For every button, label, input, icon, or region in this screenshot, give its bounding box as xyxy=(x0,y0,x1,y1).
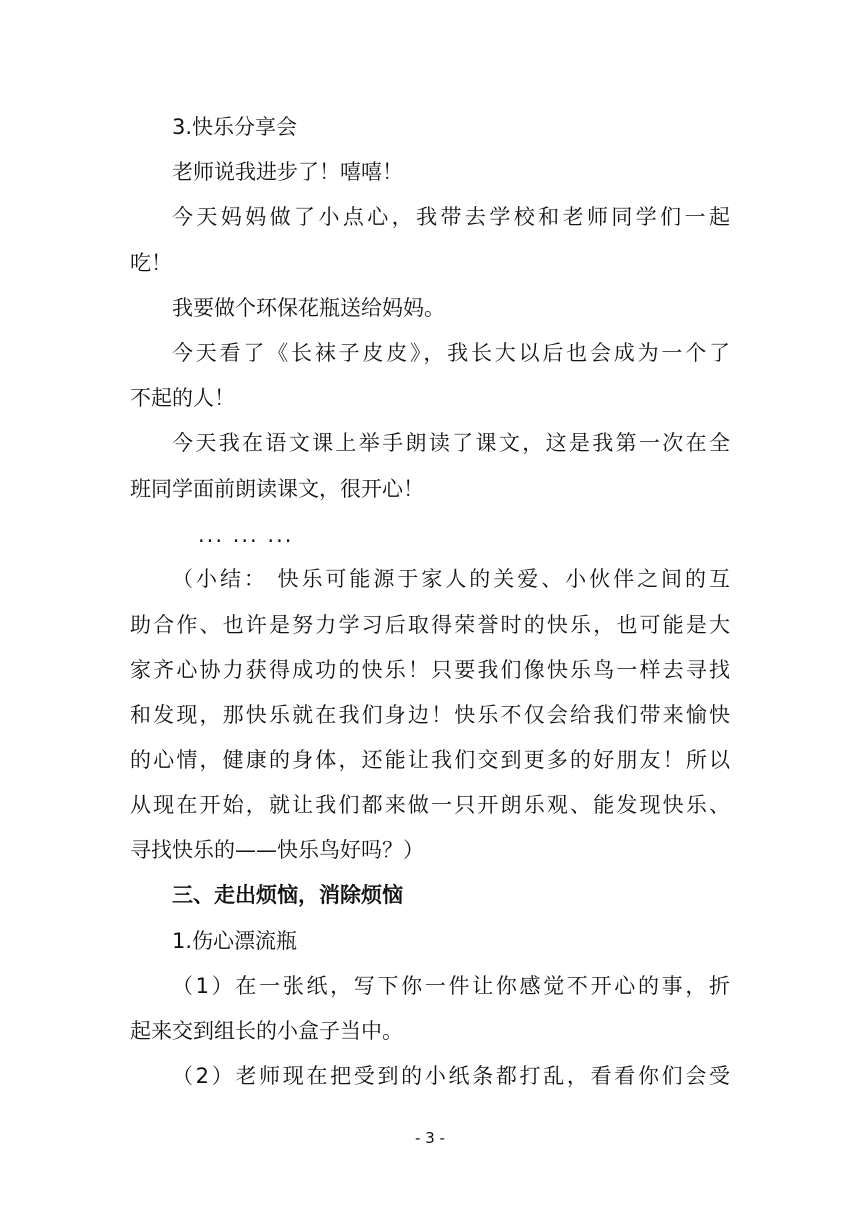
summary-line: 从现在开始，就让我们都来做一只开朗乐观、能发现快乐、 xyxy=(130,793,730,817)
summary-line: 家齐心协力获得成功的快乐！只要我们像快乐鸟一样去寻找 xyxy=(130,658,730,682)
paragraph-line: 不起的人！ xyxy=(130,386,235,410)
paragraph-line: 今天妈妈做了小点心，我带去学校和老师同学们一起 xyxy=(172,205,730,229)
paragraph-line: 今天我在语文课上举手朗读了课文，这是我第一次在全 xyxy=(172,431,730,455)
summary-line: 寻找快乐的——快乐鸟好吗？） xyxy=(130,838,424,862)
paragraph-line: （2）老师现在把受到的小纸条都打乱，看看你们会受 xyxy=(172,1064,730,1088)
paragraph-line: 起来交到组长的小盒子当中。 xyxy=(130,1019,403,1043)
sub-heading: 1.伤心漂流瓶 xyxy=(172,929,298,953)
paragraph-line: 老师说我进步了！嘻嘻！ xyxy=(172,160,403,184)
page-number: - 3 - xyxy=(415,1129,445,1147)
summary-line: 的心情，健康的身体，还能让我们交到更多的好朋友！所以 xyxy=(130,748,730,772)
paragraph-line: 我要做个环保花瓶送给妈妈。 xyxy=(172,296,445,320)
section-heading: 三、走出烦恼，消除烦恼 xyxy=(172,883,403,907)
summary-line: （小结： 快乐可能源于家人的关爱、小伙伴之间的互 xyxy=(172,567,730,591)
summary-line: 助合作、也许是努力学习后取得荣誉时的快乐，也可能是大 xyxy=(130,613,730,637)
paragraph-line: 班同学面前朗读课文，很开心！ xyxy=(130,477,424,501)
summary-line: 和发现，那快乐就在我们身边！快乐不仅会给我们带来愉快 xyxy=(130,703,730,727)
paragraph-line: （1）在一张纸，写下你一件让你感觉不开心的事，折 xyxy=(172,974,730,998)
paragraph-line: 吃！ xyxy=(130,251,172,275)
ellipsis-line: ... ... ... xyxy=(198,523,294,547)
section-heading: 3.快乐分享会 xyxy=(172,115,298,139)
paragraph-line: 今天看了《长袜子皮皮》，我长大以后也会成为一个了 xyxy=(172,341,730,365)
